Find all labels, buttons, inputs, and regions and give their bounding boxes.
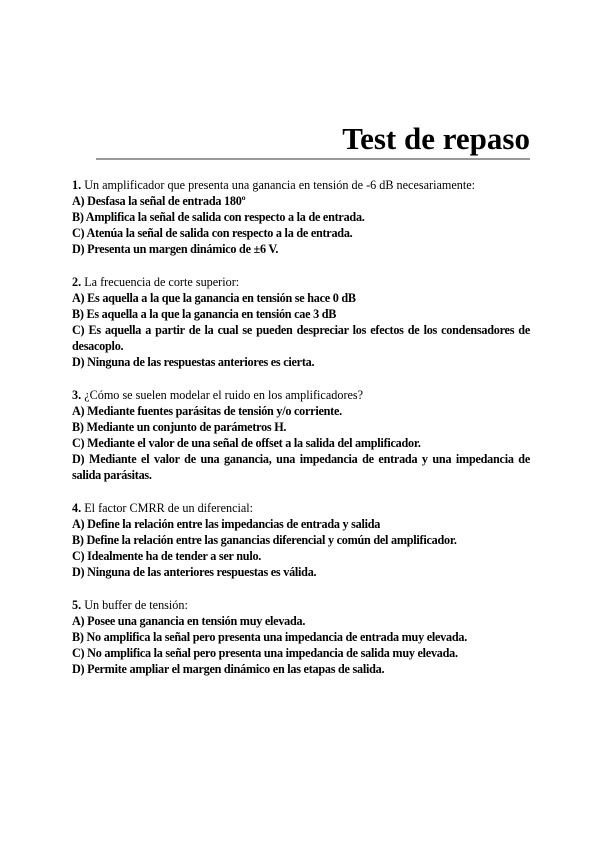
- option-a: A) Desfasa la señal de entrada 180º: [72, 194, 246, 208]
- page-title: Test de repaso: [342, 121, 530, 156]
- option-d: D) Permite ampliar el margen dinámico en las etapas de salida.: [72, 662, 385, 676]
- title-divider: [96, 158, 530, 160]
- question-list: [72, 177, 530, 694]
- question-stem: [72, 597, 530, 613]
- question-stem: [72, 387, 530, 403]
- option-a: A) Posee una ganancia en tensión muy elevada.: [72, 614, 306, 628]
- option-b: B) No amplifica la señal pero presenta una impedancia de entrada muy elevada.: [72, 630, 468, 644]
- option-b: B) Mediante un conjunto de parámetros H.: [72, 420, 287, 434]
- option-c: C) Es aquella a partir de la cual se pueden despreciar los efectos de los condensadores de desacoplo.: [72, 323, 530, 353]
- option-d: D) Presenta un margen dinámico de ±6 V.: [72, 242, 279, 256]
- question-text: La frecuencia de corte superior:: [84, 275, 240, 289]
- option-c: C) No amplifica la señal pero presenta una impedancia de salida muy elevada.: [72, 646, 458, 660]
- question-text: Un buffer de tensión:: [84, 598, 188, 612]
- option-d: D) Ninguna de las anteriores respuestas es válida.: [72, 565, 317, 579]
- option-a: A) Mediante fuentes parásitas de tensión y/o corriente.: [72, 404, 342, 418]
- option-d: D) Ninguna de las respuestas anteriores es cierta.: [72, 355, 315, 369]
- option-b: B) Es aquella a la que la ganancia en tensión cae 3 dB: [72, 307, 337, 321]
- option-c: C) Mediante el valor de una señal de offset a la salida del amplificador.: [72, 436, 421, 450]
- option-b: B) Define la relación entre las ganancias diferencial y común del amplificador.: [72, 533, 457, 547]
- question-text: Un amplificador que presenta una ganancia en tensión de -6 dB necesariamente:: [84, 178, 476, 192]
- question-5: [72, 597, 530, 677]
- question-number: 2.: [72, 275, 82, 289]
- option-a: A) Define la relación entre las impedancias de entrada y salida: [72, 517, 381, 531]
- question-4: [72, 500, 530, 580]
- question-number: 1.: [72, 178, 82, 192]
- option-d: D) Mediante el valor de una ganancia, una impedancia de entrada y una impedancia de salida parásitas.: [72, 452, 530, 482]
- question-stem: [72, 177, 530, 193]
- question-3: [72, 387, 530, 483]
- question-1: [72, 177, 530, 257]
- question-number: 4.: [72, 501, 82, 515]
- option-b: B) Amplifica la señal de salida con respecto a la de entrada.: [72, 210, 365, 224]
- option-a: A) Es aquella a la que la ganancia en tensión se hace 0 dB: [72, 291, 356, 305]
- question-stem: [72, 500, 530, 516]
- option-c: C) Atenúa la señal de salida con respecto a la de entrada.: [72, 226, 353, 240]
- question-stem: [72, 274, 530, 290]
- question-number: 5.: [72, 598, 82, 612]
- question-text: ¿Cómo se suelen modelar el ruido en los amplificadores?: [84, 388, 364, 402]
- question-2: [72, 274, 530, 370]
- question-number: 3.: [72, 388, 82, 402]
- option-c: C) Idealmente ha de tender a ser nulo.: [72, 549, 262, 563]
- question-text: El factor CMRR de un diferencial:: [84, 501, 254, 515]
